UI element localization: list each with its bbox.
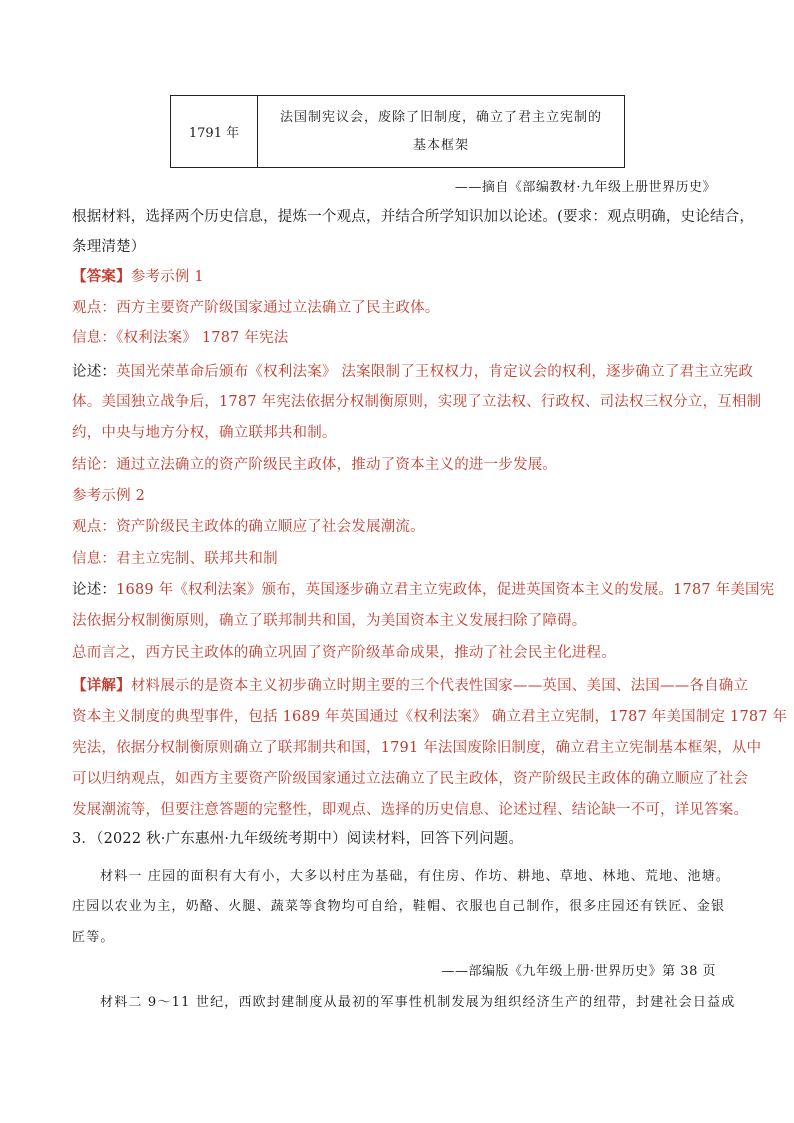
answer-argument: 法依据分权制衡原则，确立了联邦制共和国，为美国资本主义发展扫除了障碍。 (72, 613, 587, 629)
answer-view: 观点：西方主要资产阶级国家通过立法确立了民主政体。 (72, 300, 440, 316)
detail-text: 可以归纳观点，如西方主要资产阶级国家通过立法确立了民主政体，资产阶级民主政体的确立顺应了社会 (72, 771, 749, 787)
answer-argument (72, 579, 775, 601)
argument-text: 1689 年《权利法案》颁布，英国逐步确立君主立宪政体，促进英国资本主义的发展。1787 年美国宪 (116, 582, 775, 598)
answer-summary: 总而言之，西方民主政体的确立巩固了资产阶级革命成果，推动了社会民主化进程。 (72, 645, 616, 661)
detail-text: 资本主义制度的典型事件，包括 1689 年英国通过《权利法案》 确立君主立宪制，1787 年美国制定 1787 年 (72, 709, 788, 725)
answer-info: 信息：君主立宪制、联邦共和制 (72, 551, 278, 567)
material-1-text: 匠等。 (72, 930, 115, 945)
answer-header (72, 266, 732, 288)
answer-view: 观点：资产阶级民主政体的确立顺应了社会发展潮流。 (72, 519, 425, 535)
table-event-cell (258, 96, 625, 168)
detail-paragraph (72, 675, 749, 697)
material-1-text: 庄园以农业为主，奶酪、火腿、蔬菜等食物均可自给，鞋帽、衣服也自己制作，很多庄园还有铁匠、金银 (72, 899, 726, 914)
argument-text: 英国光荣革命后颁布《权利法案》 法案限制了王权权力，肯定议会的权利，逐步确立了君主立宪政 (116, 364, 754, 380)
question-3: 3．（2022 秋·广东惠州·九年级统考期中）阅读材料，回答下列问题。 (72, 831, 524, 847)
question-text: 根据材料，选择两个历史信息，提炼一个观点，并结合所学知识加以论述。(要求：观点明确，史论结合， (72, 209, 755, 225)
detail-text: 材料展示的是资本主义初步确立时期主要的三个代表性国家——英国、美国、法国——各自确立 (130, 678, 749, 694)
history-table (170, 95, 625, 168)
table-event-line: 基本框架 (412, 137, 469, 153)
table-year-cell: 1791 年 (171, 96, 258, 168)
example-title: 参考示例 2 (72, 488, 146, 504)
table-event-line: 法国制宪议会，废除了旧制度，确立了君主立宪制的 (279, 109, 602, 125)
material-2-text: 材料二 9～11 世纪，西欧封建制度从最初的军事性机制发展为组织经济生产的纽带，封建社会日益成 (100, 995, 736, 1010)
source-citation: ——摘自《部编教材·九年级上册世界历史》 (454, 180, 716, 195)
material-1-text: 材料一 庄园的面积有大有小，大多以村庄为基础，有住房、作坊、耕地、草地、林地、荒地、池塘。 (100, 869, 731, 884)
detail-text: 宪法，依据分权制衡原则确立了联邦制共和国，1791 年法国废除旧制度，确立君主立宪制基本框架，从中 (72, 740, 762, 756)
source-citation: ——部编版《九年级上册·世界历史》第 38 页 (441, 964, 716, 979)
answer-info: 信息：《权利法案》 1787 年宪法 (72, 330, 289, 346)
example-title: 参考示例 1 (130, 269, 204, 285)
answer-argument (72, 361, 754, 383)
detail-text: 发展潮流等，但要注意答题的完整性，即观点、选择的历史信息、论述过程、结论缺一不可，详见答案。 (72, 802, 749, 818)
answer-tag: 【答案】 (72, 268, 131, 285)
question-text: 条理清楚） (72, 239, 146, 255)
argument-prefix: 论述： (72, 364, 117, 380)
answer-argument: 体。美国独立战争后，1787 年宪法依据分权制衡原则，实现了立法权、行政权、司法权三权分立，互相制 (72, 394, 762, 410)
argument-prefix: 论述： (72, 582, 117, 598)
detail-tag: 【详解】 (72, 677, 131, 694)
answer-conclusion: 结论：通过立法确立的资产阶级民主政体，推动了资本主义的进一步发展。 (72, 457, 558, 473)
answer-argument: 约，中央与地方分权，确立联邦共和制。 (72, 425, 337, 441)
table-row (171, 96, 625, 168)
